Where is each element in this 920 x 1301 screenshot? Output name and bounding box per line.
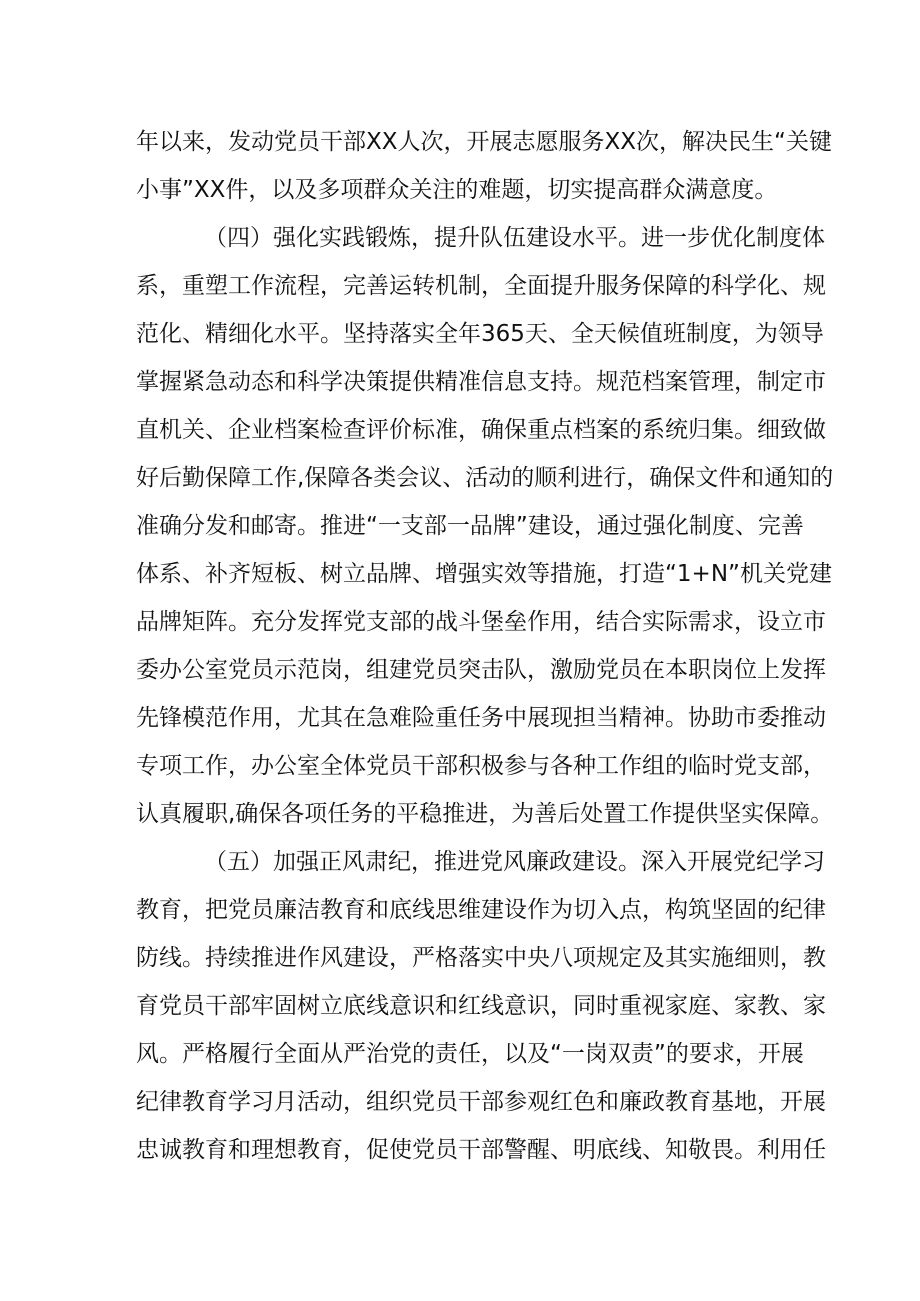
text-line: 防线。持续推进作风建设，严格落实中央八项规定及其实施细则，教 (136, 945, 826, 971)
text-line: 专项工作，办公室全体党员干部积极参与各种工作组的临时党支部， (136, 753, 826, 779)
text-line: 育党员干部牢固树立底线意识和红线意识，同时重视家庭、家教、家 (136, 993, 826, 1019)
text-line: 系，重塑工作流程，完善运转机制，全面提升服务保障的科学化、规 (136, 273, 826, 299)
text-line: 小事”XX件，以及多项群众关注的难题，切实提高群众满意度。 (136, 177, 778, 203)
text-line: 先锋模范作用，尤其在急难险重任务中展现担当精神。协助市委推动 (136, 705, 826, 731)
text-line: 好后勤保障工作,保障各类会议、活动的顺利进行，确保文件和通知的 (136, 465, 834, 491)
text-line: 教育，把党员廉洁教育和底线思维建设作为切入点，构筑坚固的纪律 (136, 897, 826, 923)
text-line: 委办公室党员示范岗，组建党员突击队，激励党员在本职岗位上发挥 (136, 657, 826, 683)
text-line: 直机关、企业档案检查评价标准，确保重点档案的系统归集。细致做 (136, 417, 826, 443)
text-line: 掌握紧急动态和科学决策提供精准信息支持。规范档案管理，制定市 (136, 369, 826, 395)
text-line: 风。严格履行全面从严治党的责任，以及“一岗双责”的要求，开展 (136, 1041, 804, 1067)
text-line: 忠诚教育和理想教育，促使党员干部警醒、明底线、知敬畏。利用任 (136, 1137, 826, 1163)
section-heading-line: （四）强化实践锻炼，提升队伍建设水平。进一步优化制度体 (204, 225, 825, 251)
text-line: 年以来，发动党员干部XX人次，开展志愿服务XX次，解决民生“关键 (136, 129, 832, 155)
text-line: 认真履职,确保各项任务的平稳推进，为善后处置工作提供坚实保障。 (136, 801, 834, 827)
text-line: 准确分发和邮寄。推进“一支部一品牌”建设，通过强化制度、完善 (136, 513, 804, 539)
text-line: 纪律教育学习月活动，组织党员干部参观红色和廉政教育基地，开展 (136, 1089, 826, 1115)
section-heading-line: （五）加强正风肃纪，推进党风廉政建设。深入开展党纪学习 (204, 849, 825, 875)
text-line: 范化、精细化水平。坚持落实全年365天、全天候值班制度，为领导 (136, 321, 824, 347)
text-line: 品牌矩阵。充分发挥党支部的战斗堡垒作用，结合实际需求，设立市 (136, 609, 826, 635)
text-line: 体系、补齐短板、树立品牌、增强实效等措施，打造“1+N”机关党建 (136, 561, 832, 587)
